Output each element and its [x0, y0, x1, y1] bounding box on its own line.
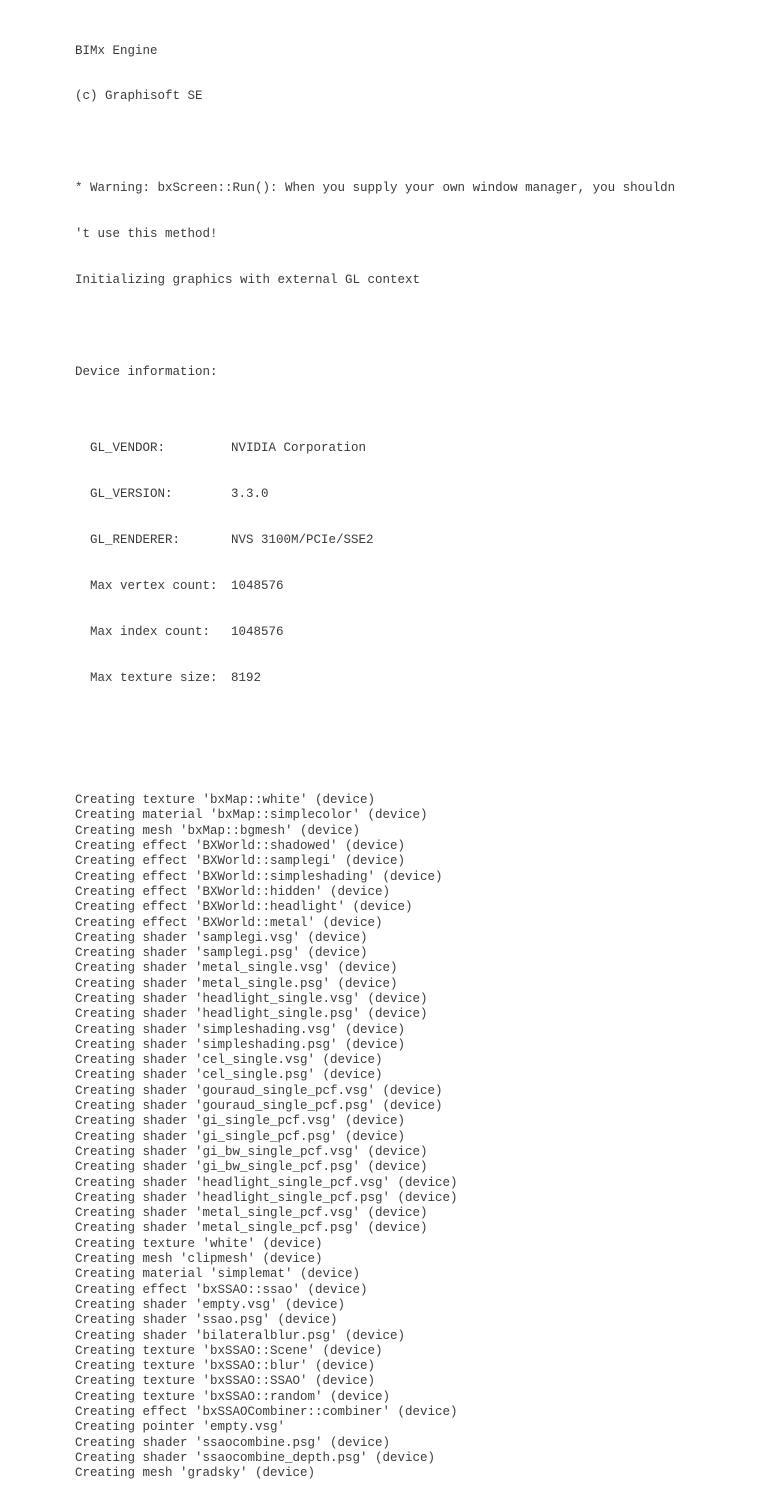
log-line: Creating texture 'white' (device): [75, 1236, 323, 1251]
log-line: Creating shader 'gi_bw_single_pcf.vsg' (device): [75, 1144, 428, 1159]
log-line: Creating effect 'BXWorld::samplegi' (device): [75, 854, 406, 869]
log-line: Creating shader 'headlight_single.psg' (device): [75, 1007, 428, 1022]
device-row: [75, 579, 755, 594]
log-line: Creating effect 'BXWorld::headlight' (device): [75, 900, 413, 915]
log-line: Creating mesh 'gradsky' (device): [75, 1466, 316, 1481]
device-value: NVS 3100M/PCIe/SSE2: [231, 533, 374, 548]
init-line: Initializing graphics with external GL context: [75, 273, 421, 288]
log-line: Creating texture 'bxSSAO::blur' (device): [75, 1359, 376, 1374]
log-line: Creating shader 'ssaocombine.psg' (device): [75, 1435, 391, 1450]
log-line: Creating shader 'gi_bw_single_pcf.psg' (device): [75, 1160, 428, 1175]
log-line: Creating shader 'gi_single_pcf.psg' (device): [75, 1129, 406, 1144]
device-row: [75, 533, 755, 548]
device-value: 3.3.0: [231, 487, 269, 502]
log-line: Creating shader 'headlight_single_pcf.psg' (device): [75, 1190, 458, 1205]
log-line: Creating effect 'BXWorld::metal' (device): [75, 915, 383, 930]
log-line: Creating shader 'samplegi.vsg' (device): [75, 930, 368, 945]
log-line: Creating texture 'bxMap::white' (device): [75, 793, 376, 808]
device-row: [75, 487, 755, 502]
log-line: Creating effect 'BXWorld::simpleshading' (device): [75, 869, 443, 884]
log-line: Creating mesh 'bxMap::bgmesh' (device): [75, 823, 361, 838]
log-line: Creating material 'simplemat' (device): [75, 1267, 361, 1282]
log-line: Creating texture 'bxSSAO::SSAO' (device): [75, 1374, 376, 1389]
log-line: Creating effect 'BXWorld::shadowed' (device): [75, 839, 406, 854]
warning-line-1: * Warning: bxScreen::Run(): When you supply your own window manager, you shouldn: [75, 181, 676, 196]
log-line: Creating material 'bxMap::simplecolor' (device): [75, 808, 428, 823]
device-key: Max index count:: [90, 624, 211, 639]
device-row: [75, 625, 755, 640]
device-row: [75, 671, 755, 686]
device-key: Max vertex count:: [90, 578, 218, 593]
log-line: Creating shader 'simpleshading.psg' (device): [75, 1037, 406, 1052]
blank-line: [75, 319, 755, 334]
log-line: Creating shader 'headlight_single_pcf.vsg' (device): [75, 1175, 458, 1190]
device-value: 1048576: [231, 578, 284, 593]
log-line: Creating shader 'gi_single_pcf.vsg' (device): [75, 1114, 406, 1129]
log-line: Creating texture 'bxSSAO::random' (device): [75, 1389, 391, 1404]
log-line: Creating shader 'samplegi.psg' (device): [75, 946, 368, 961]
device-key: GL_RENDERER:: [90, 533, 181, 548]
console-log: [75, 13, 755, 1497]
device-key: GL_VERSION:: [90, 487, 173, 502]
log-line: Creating texture 'bxSSAO::Scene' (device): [75, 1343, 383, 1358]
log-line: Creating shader 'gouraud_single_pcf.vsg' (device): [75, 1083, 443, 1098]
log-line: Creating shader 'simpleshading.vsg' (device): [75, 1022, 406, 1037]
log-line: Creating shader 'gouraud_single_pcf.psg' (device): [75, 1099, 443, 1114]
copyright-line: (c) Graphisoft SE: [75, 89, 203, 104]
log-list: [75, 793, 755, 1481]
log-line: Creating mesh 'clipmesh' (device): [75, 1252, 323, 1267]
device-value: NVIDIA Corporation: [231, 441, 367, 456]
log-line: Creating shader 'metal_single.vsg' (device): [75, 961, 398, 976]
device-value: 1048576: [231, 624, 284, 639]
log-line: Creating shader 'cel_single.psg' (device): [75, 1068, 383, 1083]
log-line: Creating effect 'bxSSAOCombiner::combiner' (device): [75, 1405, 458, 1420]
device-key: GL_VENDOR:: [90, 441, 166, 456]
log-line: Creating shader 'headlight_single.vsg' (device): [75, 992, 428, 1006]
blank-line: [75, 135, 755, 150]
device-info-table: [75, 411, 755, 717]
log-line: Creating shader 'metal_single_pcf.vsg' (device): [75, 1206, 428, 1221]
log-line: Creating shader 'bilateralblur.psg' (device): [75, 1328, 406, 1343]
warning-line-2: 't use this method!: [75, 227, 218, 242]
log-line: Creating shader 'cel_single.vsg' (device): [75, 1053, 383, 1068]
device-row: [75, 441, 755, 456]
log-line: Creating effect 'bxSSAO::ssao' (device): [75, 1282, 368, 1297]
log-line: Creating shader 'ssao.psg' (device): [75, 1313, 338, 1328]
log-line: Creating shader 'empty.vsg' (device): [75, 1297, 346, 1312]
engine-name: BIMx Engine: [75, 43, 158, 58]
device-heading: Device information:: [75, 364, 218, 379]
log-line: Creating shader 'metal_single_pcf.psg' (device): [75, 1221, 428, 1236]
log-line: Creating effect 'BXWorld::hidden' (device): [75, 884, 391, 899]
log-line: Creating pointer 'empty.vsg': [75, 1420, 286, 1435]
device-key: Max texture size:: [90, 670, 218, 685]
device-value: 8192: [231, 670, 262, 685]
blank-line: [75, 747, 755, 762]
log-line: Creating shader 'metal_single.psg' (device): [75, 976, 398, 991]
log-line: Creating shader 'ssaocombine_depth.psg' (device): [75, 1450, 436, 1465]
